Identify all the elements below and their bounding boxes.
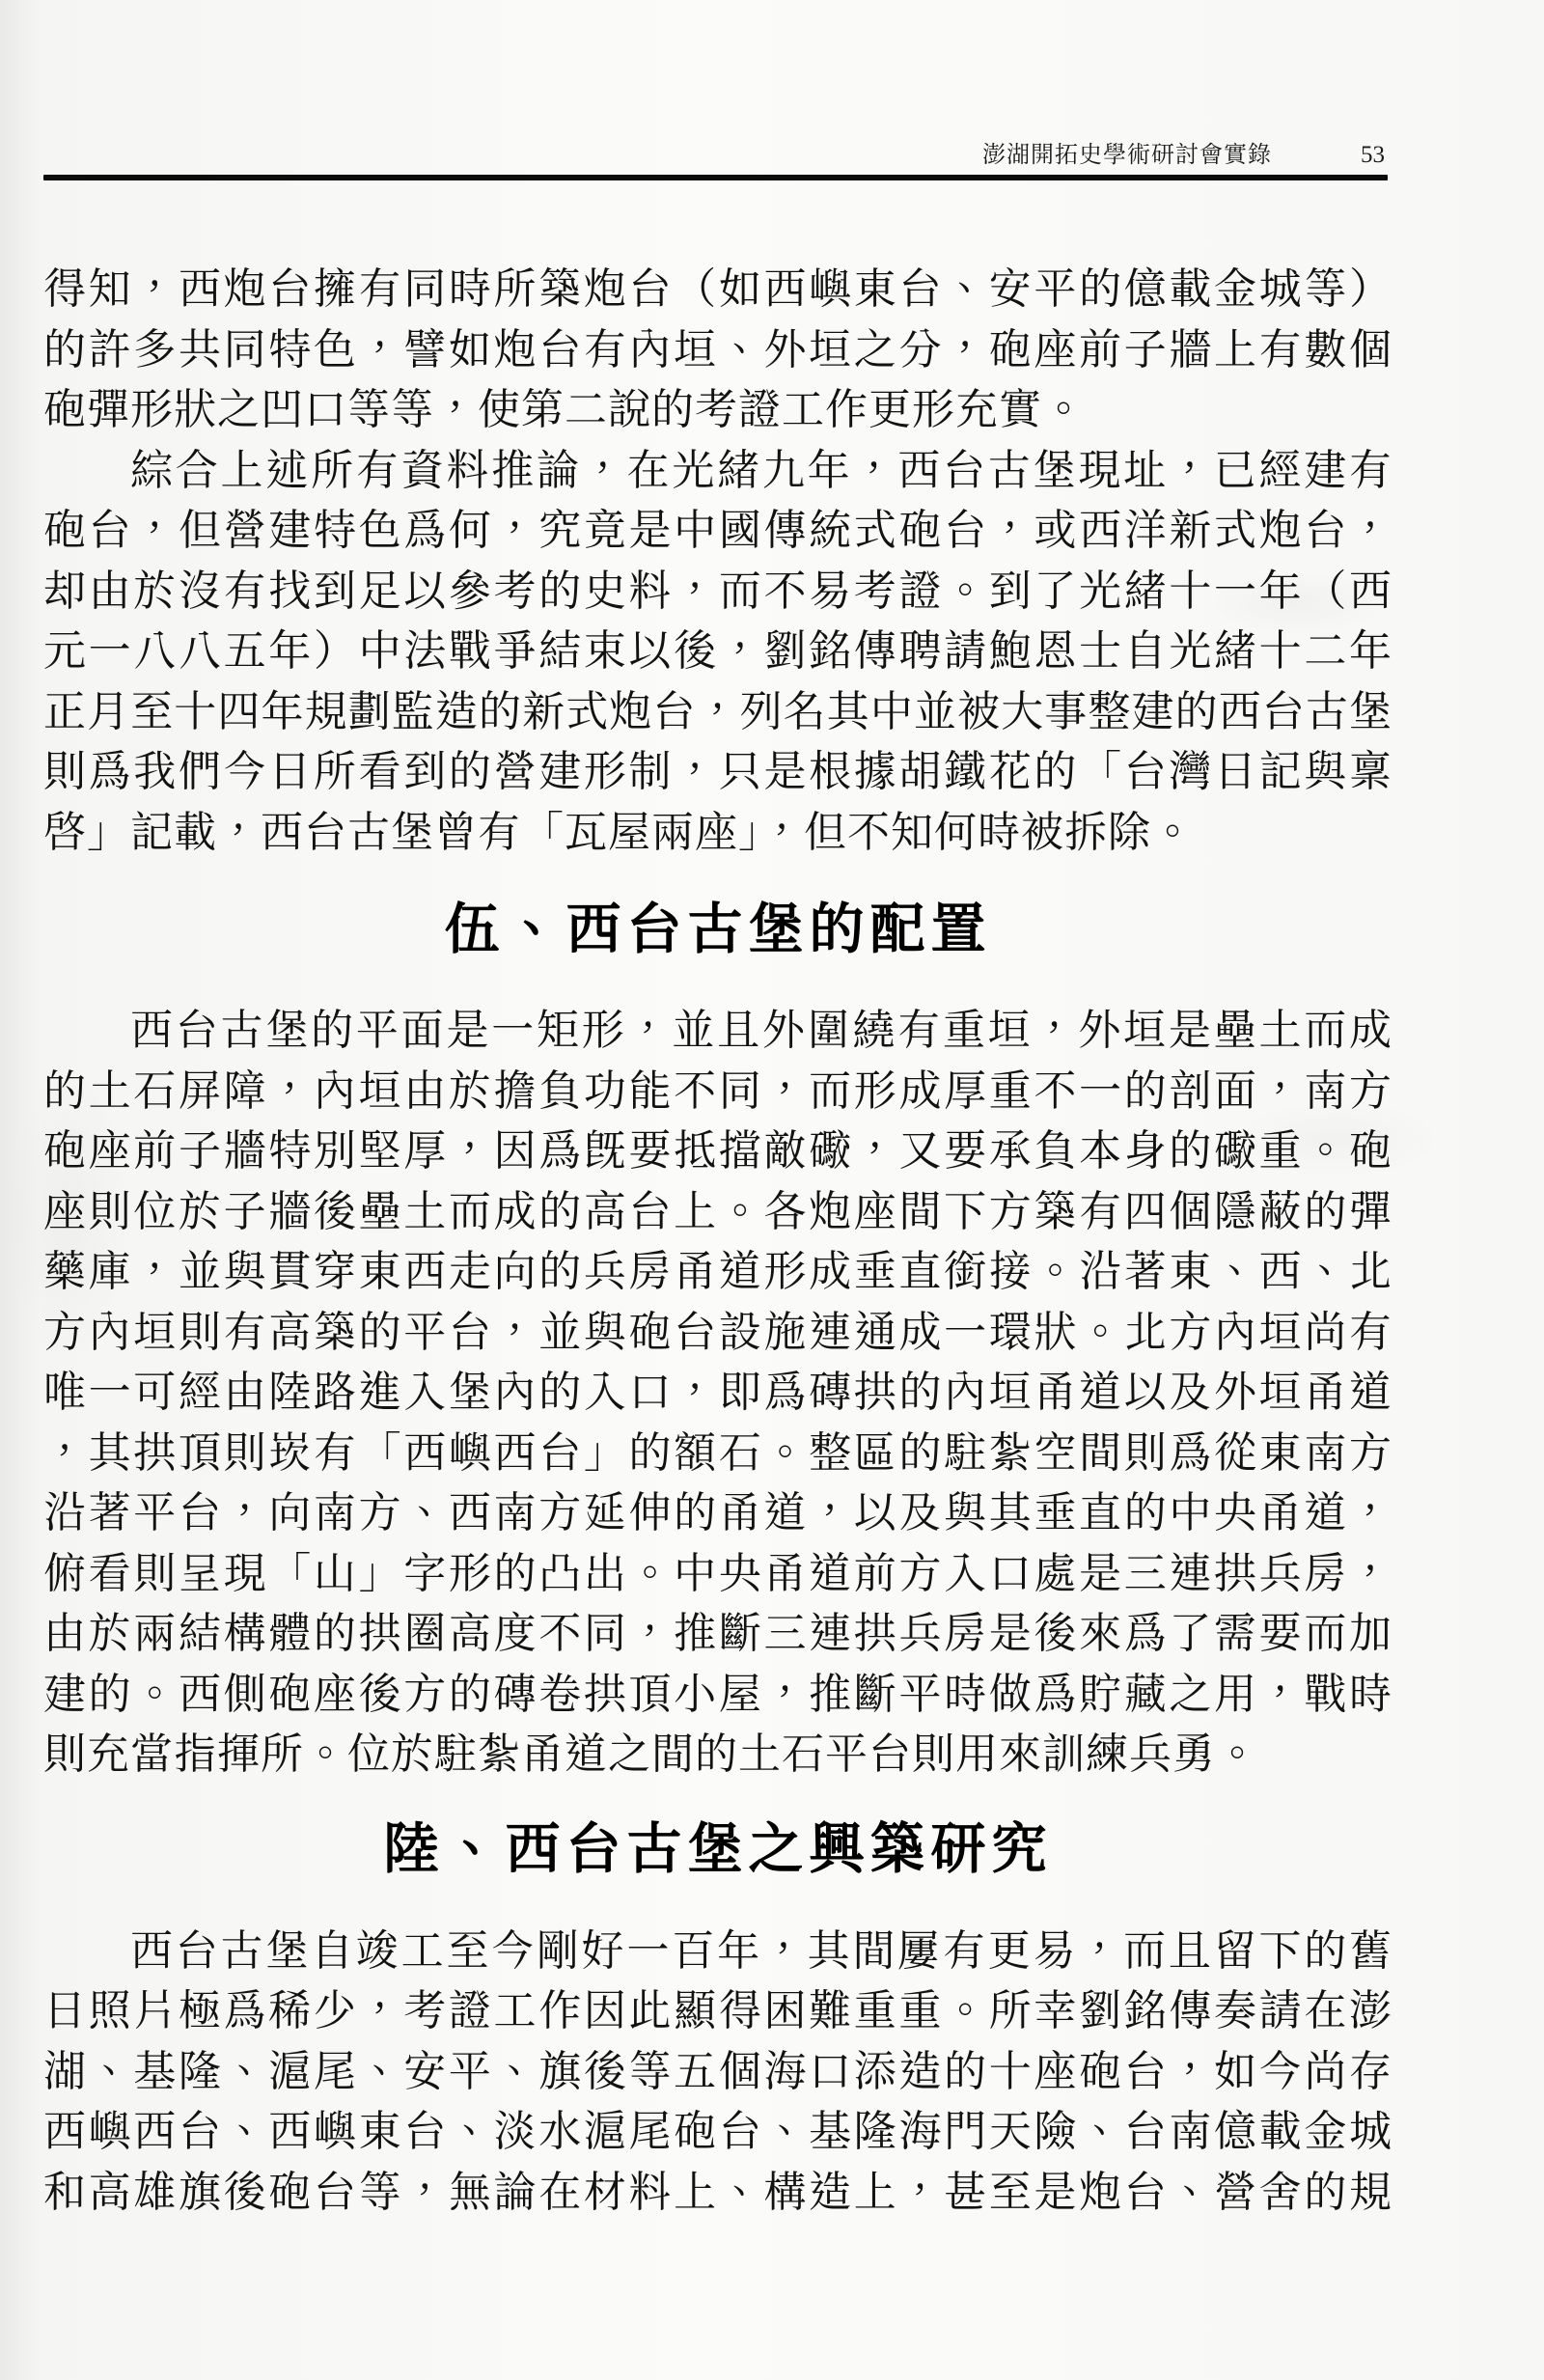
text-line: 西台古堡自竣工至今剛好一百年，其間屢有更易，而且留下的舊 (130, 1926, 1392, 1975)
text-line: 的土石屏障，內垣由於擔負功能不同，而形成厚重不一的剖面，南方 (43, 1066, 1392, 1115)
text-line: 綜合上述所有資料推論，在光緒九年，西台古堡現址，已經建有 (130, 446, 1392, 494)
text-line: 西台古堡的平面是一矩形，並且外圍繞有重垣，外垣是壘土而成 (130, 1007, 1392, 1054)
running-header (43, 135, 1385, 169)
text-line: 則爲我們今日所看到的營建形制，只是根據胡鐵花的「台灣日記與稟 (43, 748, 1392, 795)
document-body (43, 260, 1392, 2223)
section-heading-5: 伍、西台古堡的配置 (444, 899, 992, 960)
text-line: 湖、基隆、滬尾、安平、旗後等五個海口添造的十座砲台，如今尚存 (43, 2047, 1392, 2095)
text-line: ，其拱頂則崁有「西嶼西台」的額石。整區的駐紮空間則爲從東南方 (43, 1428, 1392, 1477)
text-line: 砲座前子牆特別堅厚，因爲旣要抵擋敵礮，又要承負本身的礮重。砲 (43, 1127, 1392, 1175)
text-line: 得知，西炮台擁有同時所築炮台（如西嶼東台、安平的億載金城等） (43, 265, 1392, 313)
paragraph-layout (43, 1001, 1392, 1785)
paragraph-construction (43, 1922, 1392, 2224)
text-line: 方內垣則有高築的平台，並與砲台設施連通成一環狀。北方內垣尚有 (43, 1308, 1392, 1356)
text-line: 唯一可經由陸路進入堡內的入口，即爲磚拱的內垣甬道以及外垣甬道 (43, 1369, 1392, 1416)
paragraph-history (43, 441, 1392, 864)
paragraph-continuation (43, 260, 1392, 441)
text-line: 沿著平台，向南方、西南方延伸的甬道，以及與其垂直的中央甬道， (43, 1489, 1392, 1536)
text-line: 建的。西側砲座後方的磚卷拱頂小屋，推斷平時做爲貯藏之用，戰時 (43, 1670, 1392, 1718)
text-line: 啓」記載，西台古堡曾有「瓦屋兩座」，但不知何時被拆除。 (43, 808, 1195, 856)
text-line: 和高雄旗後砲台等，無論在材料上、構造上，甚至是炮台、營舍的規 (43, 2168, 1392, 2216)
text-line: 的許多共同特色，譬如炮台有內垣、外垣之分，砲座前子牆上有數個 (43, 325, 1392, 374)
text-line: 由於兩結構體的拱圈高度不同，推斷三連拱兵房是後來爲了需要而加 (43, 1610, 1392, 1657)
text-line: 日照片極爲稀少，考證工作因此顯得困難重重。所幸劉銘傳奏請在澎 (43, 1987, 1392, 2034)
text-line: 却由於沒有找到足以參考的史料，而不易考證。到了光緒十一年（西 (43, 567, 1392, 615)
text-line: 則充當指揮所。位於駐紮甬道之間的土石平台則用來訓練兵勇。 (43, 1730, 1259, 1778)
text-line: 砲彈形狀之凹口等等，使第二說的考證工作更形充實。 (43, 386, 1086, 433)
text-line: 藥庫，並與貫穿東西走向的兵房甬道形成垂直銜接。沿著東、西、北 (43, 1248, 1392, 1295)
section-heading-6: 陸、西台古堡之興築研究 (383, 1817, 1053, 1880)
text-line: 正月至十四年規劃監造的新式炮台，列名其中並被大事整建的西台古堡 (43, 687, 1392, 735)
text-line: 座則位於子牆後壘土而成的高台上。各炮座間下方築有四個隱蔽的彈 (43, 1187, 1392, 1235)
text-line: 元一八八五年）中法戰爭結束以後，劉銘傳聘請鮑恩士自光緒十二年 (43, 627, 1392, 675)
page-number: 53 (1361, 142, 1385, 168)
text-line: 西嶼西台、西嶼東台、淡水滬尾砲台、基隆海門天險、台南億載金城 (43, 2108, 1392, 2155)
text-line: 俯看則呈現「山」字形的凸出。中央甬道前方入口處是三連拱兵房， (43, 1549, 1392, 1597)
text-line: 砲台，但營建特色爲何，究竟是中國傳統式砲台，或西洋新式炮台， (43, 507, 1392, 554)
journal-title: 澎湖開拓史學術研討會實錄 (982, 143, 1272, 168)
header-rule (43, 175, 1388, 180)
